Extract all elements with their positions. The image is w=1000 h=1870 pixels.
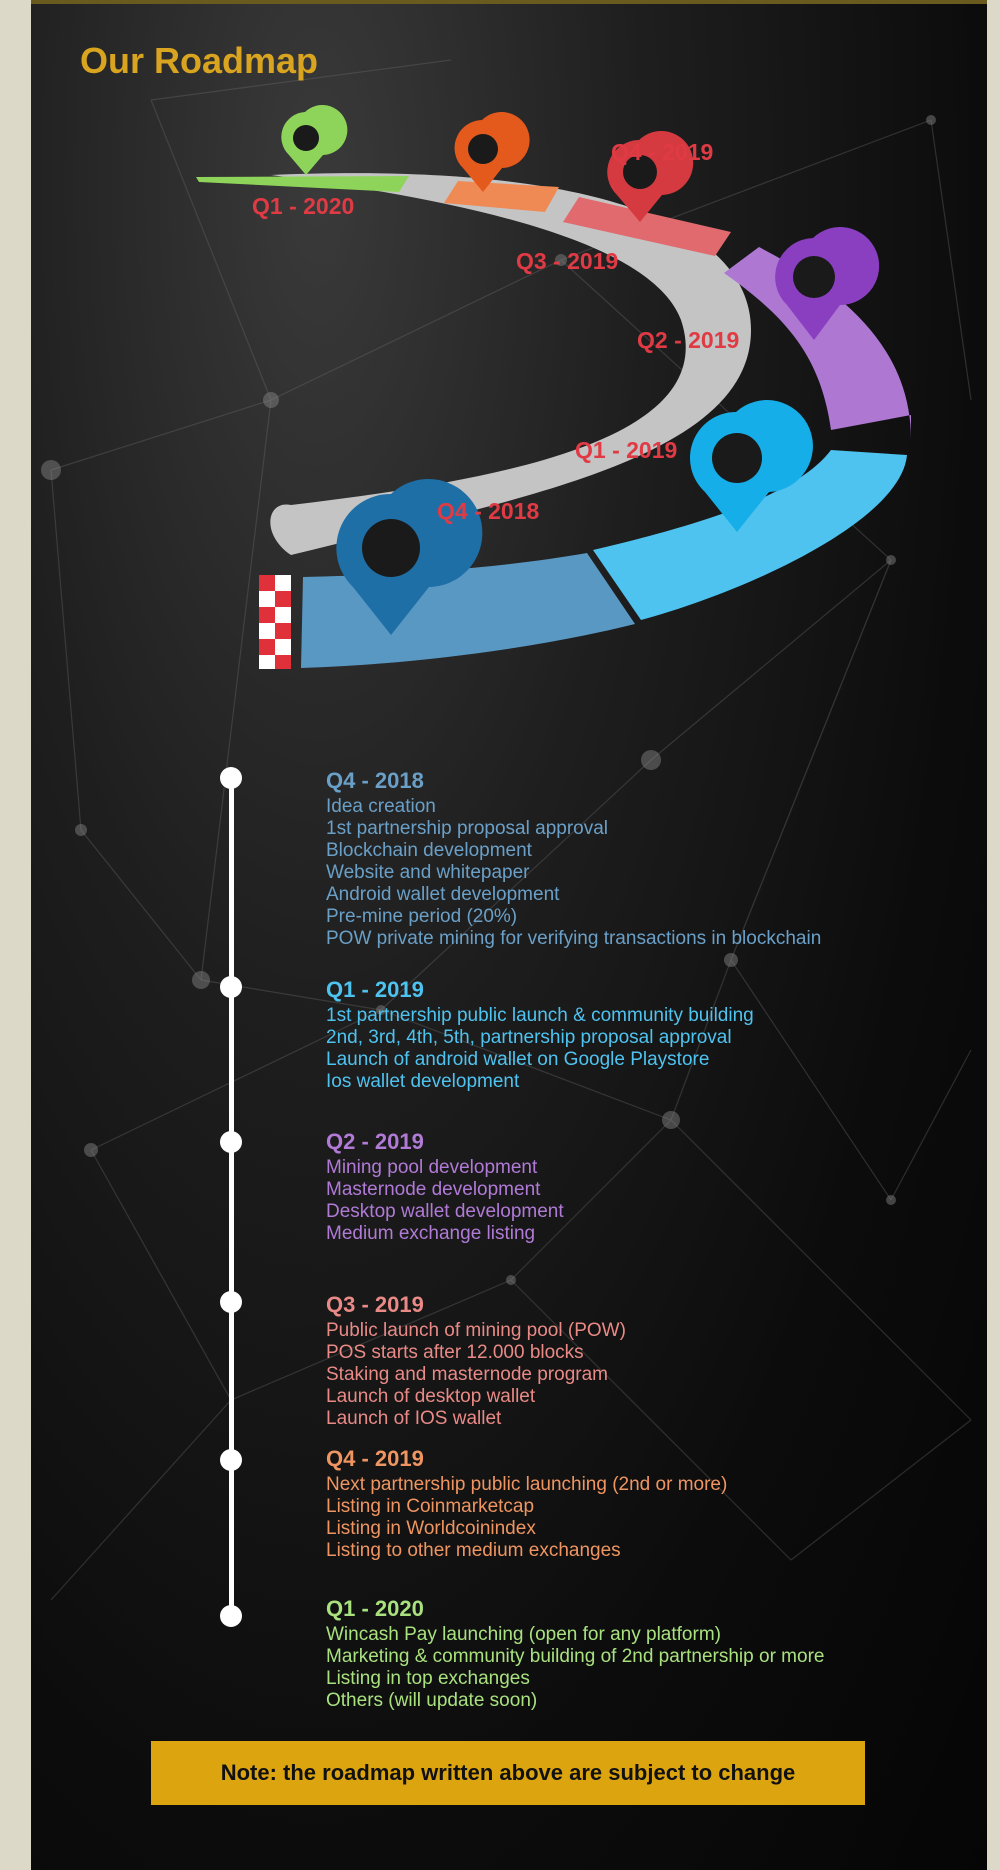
section-item-list (326, 1157, 966, 1245)
list-item: Launch of IOS wallet (326, 1408, 502, 1429)
roadmap-panel (31, 0, 987, 1870)
list-item: Website and whitepaper (326, 862, 530, 883)
road-label-q3-2019: Q3 - 2019 (516, 248, 619, 274)
disclaimer-text: Note: the roadmap written above are subject to change (220, 1760, 796, 1785)
timeline-section-q1-2019 (326, 977, 966, 1093)
timeline-dot-icon (220, 1605, 242, 1627)
road-segment-q1-2020 (196, 176, 409, 192)
section-heading: Q1 - 2020 (326, 1596, 424, 1621)
road-label-q4-2019: Q4 - 2019 (611, 139, 714, 165)
list-item: Public launch of mining pool (POW) (326, 1320, 626, 1341)
list-item: Ios wallet development (326, 1071, 520, 1092)
list-item: POW private mining for verifying transactions in blockchain (326, 928, 822, 949)
list-item: 2nd, 3rd, 4th, 5th, partnership proposal approval (326, 1027, 732, 1048)
roadmap-road-illustration (31, 0, 987, 700)
list-item: 1st partnership public launch & community building (326, 1005, 754, 1026)
list-item: Launch of android wallet on Google Playstore (326, 1049, 710, 1070)
timeline-dot-icon (220, 976, 242, 998)
list-item: Listing in Worldcoinindex (326, 1518, 536, 1539)
road-segment-q4-2019 (444, 181, 559, 212)
list-item: Mining pool development (326, 1157, 538, 1178)
road-label-q4-2018: Q4 - 2018 (437, 498, 540, 524)
timeline-dot-icon (220, 767, 242, 789)
list-item: Staking and masternode program (326, 1364, 608, 1385)
location-pin-icon (281, 105, 347, 175)
list-item: Listing in top exchanges (326, 1668, 530, 1689)
section-item-list (326, 796, 966, 950)
list-item: Masternode development (326, 1179, 541, 1200)
checkered-flag-icon (259, 575, 291, 669)
road-label-q1-2020: Q1 - 2020 (252, 193, 355, 219)
timeline-section-q2-2019 (326, 1129, 966, 1245)
timeline-section-q3-2019 (326, 1292, 966, 1430)
timeline-dot-icon (220, 1449, 242, 1471)
section-item-list (326, 1624, 966, 1712)
list-item: Blockchain development (326, 840, 532, 861)
disclaimer-note (151, 1741, 865, 1805)
list-item: Medium exchange listing (326, 1223, 536, 1244)
road-label-q2-2019: Q2 - 2019 (637, 327, 740, 353)
section-item-list (326, 1320, 966, 1430)
section-heading: Q3 - 2019 (326, 1292, 424, 1317)
list-item: Next partnership public launching (2nd or more) (326, 1474, 728, 1495)
section-heading: Q1 - 2019 (326, 977, 424, 1002)
timeline-section-q4-2018 (326, 768, 966, 950)
timeline-section-q4-2019 (326, 1446, 966, 1562)
list-item: Android wallet development (326, 884, 560, 905)
list-item: Desktop wallet development (326, 1201, 564, 1222)
timeline-dot-icon (220, 1131, 242, 1153)
section-item-list (326, 1005, 966, 1093)
list-item: Idea creation (326, 796, 436, 817)
road-label-q1-2019: Q1 - 2019 (575, 437, 678, 463)
list-item: Others (will update soon) (326, 1690, 538, 1711)
list-item: 1st partnership proposal approval (326, 818, 609, 839)
list-item: Marketing & community building of 2nd partnership or more (326, 1646, 825, 1667)
list-item: Launch of desktop wallet (326, 1386, 536, 1407)
section-heading: Q4 - 2019 (326, 1446, 424, 1471)
list-item: Listing in Coinmarketcap (326, 1496, 535, 1517)
page-title: Our Roadmap (80, 40, 319, 81)
timeline-dot-icon (220, 1291, 242, 1313)
list-item: POS starts after 12.000 blocks (326, 1342, 584, 1363)
section-heading: Q2 - 2019 (326, 1129, 424, 1154)
list-item: Wincash Pay launching (open for any platform) (326, 1624, 721, 1645)
section-item-list (326, 1474, 966, 1562)
timeline-section-q1-2020 (326, 1596, 966, 1712)
list-item: Pre-mine period (20%) (326, 906, 518, 927)
section-heading: Q4 - 2018 (326, 768, 424, 793)
list-item: Listing to other medium exchanges (326, 1540, 621, 1561)
timeline-line (229, 778, 234, 1616)
